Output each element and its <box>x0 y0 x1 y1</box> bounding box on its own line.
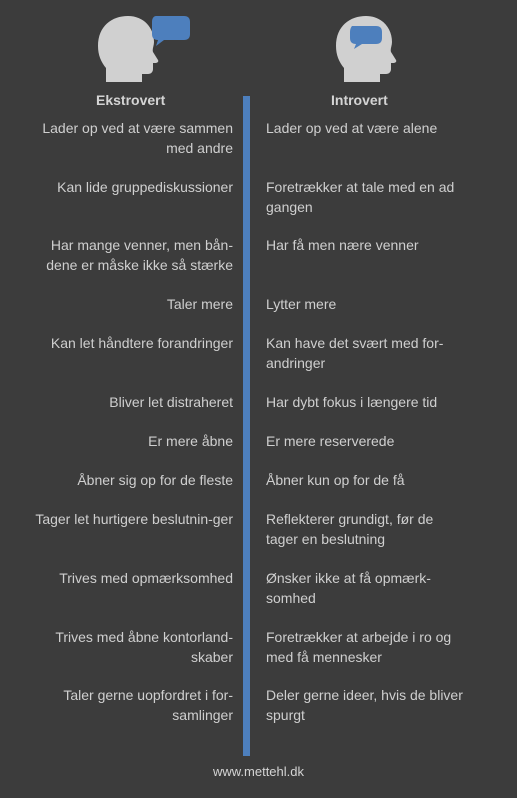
introvert-trait: Lader op ved at være alene <box>266 120 438 136</box>
introvert-trait: Foretrækker at arbejde i ro og med få mennesker <box>266 629 452 665</box>
introvert-trait: Foretrækker at tale med en ad gangen <box>266 179 455 215</box>
introvert-trait: Kan have det svært med for-andringer <box>266 335 444 371</box>
extrovert-trait: Bliver let distraheret <box>109 394 233 410</box>
extrovert-head-icon <box>92 12 192 89</box>
introvert-trait: Åbner kun op for de få <box>266 472 405 488</box>
introvert-head-icon <box>330 12 400 89</box>
introvert-trait: Har få men nære venner <box>266 237 419 253</box>
introvert-trait: Er mere reserverede <box>266 433 395 449</box>
extrovert-trait: Åbner sig op for de fleste <box>77 472 233 488</box>
extrovert-trait: Kan let håndtere forandringer <box>50 335 233 351</box>
extrovert-trait: Er mere åbne <box>148 433 233 449</box>
extrovert-trait: Har mange venner, men bån-dene er måske ikke så stærke <box>46 237 233 273</box>
introvert-trait: Lytter mere <box>266 296 337 312</box>
extrovert-trait: Tager let hurtigere beslutnin-ger <box>35 511 233 527</box>
extrovert-header: Ekstrovert <box>96 92 166 108</box>
introvert-trait: Har dybt fokus i længere tid <box>266 394 438 410</box>
introvert-header: Introvert <box>331 92 388 108</box>
footer-url: www.mettehl.dk <box>212 764 305 779</box>
extrovert-trait: Trives med opmærksomhed <box>59 570 233 586</box>
introvert-trait: Reflekterer grundigt, før de tager en beslutning <box>266 511 434 547</box>
introvert-trait: Ønsker ikke at få opmærk-somhed <box>266 570 431 606</box>
introvert-trait: Deler gerne ideer, hvis de bliver spurgt <box>266 687 463 723</box>
extrovert-trait: Taler gerne uopfordret i for-samlinger <box>63 687 233 723</box>
extrovert-trait: Lader op ved at være sammen med andre <box>42 120 233 156</box>
extrovert-trait: Trives med åbne kontorland-skaber <box>55 629 233 665</box>
extrovert-trait: Kan lide gruppediskussioner <box>57 179 233 195</box>
extrovert-trait: Taler mere <box>166 296 233 312</box>
center-divider <box>243 96 250 756</box>
